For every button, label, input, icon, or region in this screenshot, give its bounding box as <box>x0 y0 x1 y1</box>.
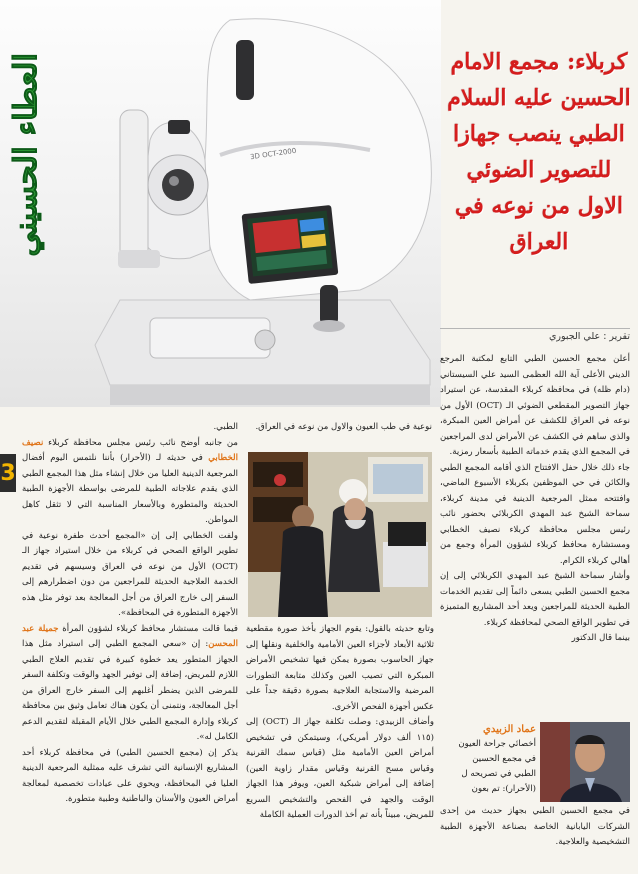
right-paragraph-bottom: في مجمع الحسين الطبي بجهاز حديث من إحدى الشركات اليابانية الخاصة بصناعة الأجهزة الطبية التشخيصية والعلاجية. <box>440 806 630 847</box>
right-paragraph: بينما قال الدكتور <box>571 633 630 643</box>
left-paragraph: فيما قالت مستشار محافظ كربلاء لشؤون المرأة جميلة عبد المحسن: إن «سعي المجمع الطبي إلى استيراد مثل هذا الجهاز المتطور يعد خطوة كبيرة في تقديم العلاج الطبي اللازم للمريض، إضافة إلى توفير الجهد والوقت وتكلفة السفر للمرضى الذين يضطر أغلبهم إلى السفر خارج العراق من أجل المعالجة، ونتمنى أن يكون هناك تعامل وثيق بين محافظة كربلاء وإدارة المجمع الطبي خلال الأيام المقبلة لتقديم الدعم الكامل له». <box>22 623 238 742</box>
reporter-line: (الأحرار): تم بعون <box>471 784 536 794</box>
left-paragraph: الطبي. <box>213 422 238 432</box>
oct-device-photo <box>0 0 441 407</box>
reporter-line: أخصائي جراحة العيون <box>458 739 536 749</box>
portrait-image <box>540 722 630 802</box>
highlighted-name: نصيف الخطابي <box>22 437 238 463</box>
right-column <box>440 352 630 720</box>
section-title <box>4 20 48 290</box>
right-paragraph: أعلن مجمع الحسين الطبي التابع لمكتبة المرجع الديني الأعلى آية الله العظمى السيد علي السيستاني (دام ظله) في محافظة كربلاء المقدسة، عن استيراد جهاز التصوير المقطعي الضوئي الـ (OCT) الأول من نوعه في العراق للكشف عن أمراض العين المبكرة، والذي ساهم في الكشف عن الأمراض لدى المراجعين في المجمع الذي يقدم خدماته الطبية بأسعار رمزية. <box>440 354 630 457</box>
left-paragraph: يذكر إن (مجمع الحسين الطبي) في محافظة كربلاء أحد المشاريع الإنسانية التي تشرف عليه ممثلية المرجعية الدينية العليا في المحافظة، ويحوي على عيادات تخصصية لمعالجة أمراض العيون والأسنان والباطنية وطبية متطورة. <box>22 747 238 804</box>
left-paragraph: ولفت الخطابي إلى إن «المجمع أحدث طفرة نوعية في تطوير الواقع الصحي في كربلاء من خلال استيراد جهاز الـ (OCT) الأول من نوعه في العراق وسيسهم في تقديم الخدمة العلاجية الحديثة للمراجعين من دون اضطرارهم إلى السفر إلى خارج العراق من أجل المعالجة بعد توفر مثل هذه الأجهزة المتطورة في المحافظة». <box>22 530 238 618</box>
page-number: 3 <box>0 454 16 492</box>
byline: تقرير : علي الجبوري <box>440 328 630 347</box>
device-label: 3D OCT-2000 <box>249 146 297 162</box>
section-title-text: العطاء الحسيني <box>8 53 44 257</box>
right-paragraph: وأشار سماحة الشيخ عبد المهدي الكربلائي إلى إن مجمع الحسين الطبي يسعى دائماً إلى تقديم الخدمات الطبية الحديثة للمراجعين ويعد أحد المشاريع المتميزة في تطوير الواقع الصحي لمحافظة كربلاء. <box>440 571 630 628</box>
reporter-line: الطبي في تصريحه ل <box>461 769 536 779</box>
reporter-quote <box>440 722 536 802</box>
middle-paragraph: وأضاف الزبيدي: وصلت تكلفة جهاز الـ (OCT) إلى (١١٥ ألف دولار أمريكي)، وسيتمكن في تشخيص أمراض العين الأمامية مثل (قياس سمك القرنية وقياس مسح القرنية وقياس مقدار زاوية العين) إضافة إلى أمراض شبكية العين، ويوفر هذا الجهاز الوقت والجهد في الفحص والتشخيص السريع للمريض، مبيناً بأنه تم أخذ الدورات العملية الكاملة <box>246 717 434 820</box>
middle-paragraph: وتابع حديثه بالقول: يقوم الجهاز بأخذ صورة مقطعية ثلاثية الأبعاد لأجزاء العين الأمامية والخلفية ونقلها إلى جهاز الحاسوب بصورة يمكن فيها تشخيص الأمراض المبكرة التي تصيب العين وكذلك متابعة التطورات المرضية والاستجابة العلاجية بصورة دقيقة جداً على عكس أجهزة الفحص الأخرى. <box>246 624 434 712</box>
highlighted-name: جميلة عبد المحسن <box>22 623 238 649</box>
reporter-line: في مجمع الحسين <box>472 754 536 764</box>
middle-column <box>246 622 434 874</box>
right-paragraph: جاء ذلك خلال حفل الافتتاح الذي أقامه المجمع الطبي والكائن في حي الموظفين بكربلاء الأسبوع الماضي، وافتتحه ممثل المرجعية الدينية في مدينة كربلاء، سماحة الشيخ عبد المهدي الكربلائي بحضور نائب رئيس مجلس محافظة كربلاء نصيف الخطابي ومستشارة محافظ كربلاء لشؤون المرأة وجمع من أهالي كربلاء الكرام. <box>440 462 630 566</box>
exam-room-illustration <box>248 452 432 617</box>
headline: كربلاء: مجمع الامام الحسين عليه السلام الطبي ينصب جهازا للتصوير الضوئي الاول من نوعه في العراق <box>447 49 631 255</box>
photo-caption: نوعية في طب العيون والاول من نوعه في العراق. <box>255 422 432 432</box>
oct-device-illustration <box>0 0 441 407</box>
reporter-portrait <box>540 722 630 802</box>
reporter-name: عماد الزبيدي <box>483 724 536 735</box>
left-paragraph: من جانبه أوضح نائب رئيس مجلس محافظة كربلاء نصيف الخطابي في حديثه لـ (الأحرار) بأننا نلتمس اليوم أفضال المرجعية الدينية العليا من خلال إنشاء مثل هذا المجمع الطبي الذي يقدم علاجاته الطبية للمرضى بواسطة الأجهزة الطبية الحديثة والمتطورة وبالأسعار المناسبة التي لا تثقل كاهل المواطن. <box>22 437 238 525</box>
left-column <box>22 420 238 874</box>
right-column-bottom <box>440 804 630 874</box>
middle-column-top <box>248 420 432 450</box>
exam-room-photo <box>248 452 432 617</box>
